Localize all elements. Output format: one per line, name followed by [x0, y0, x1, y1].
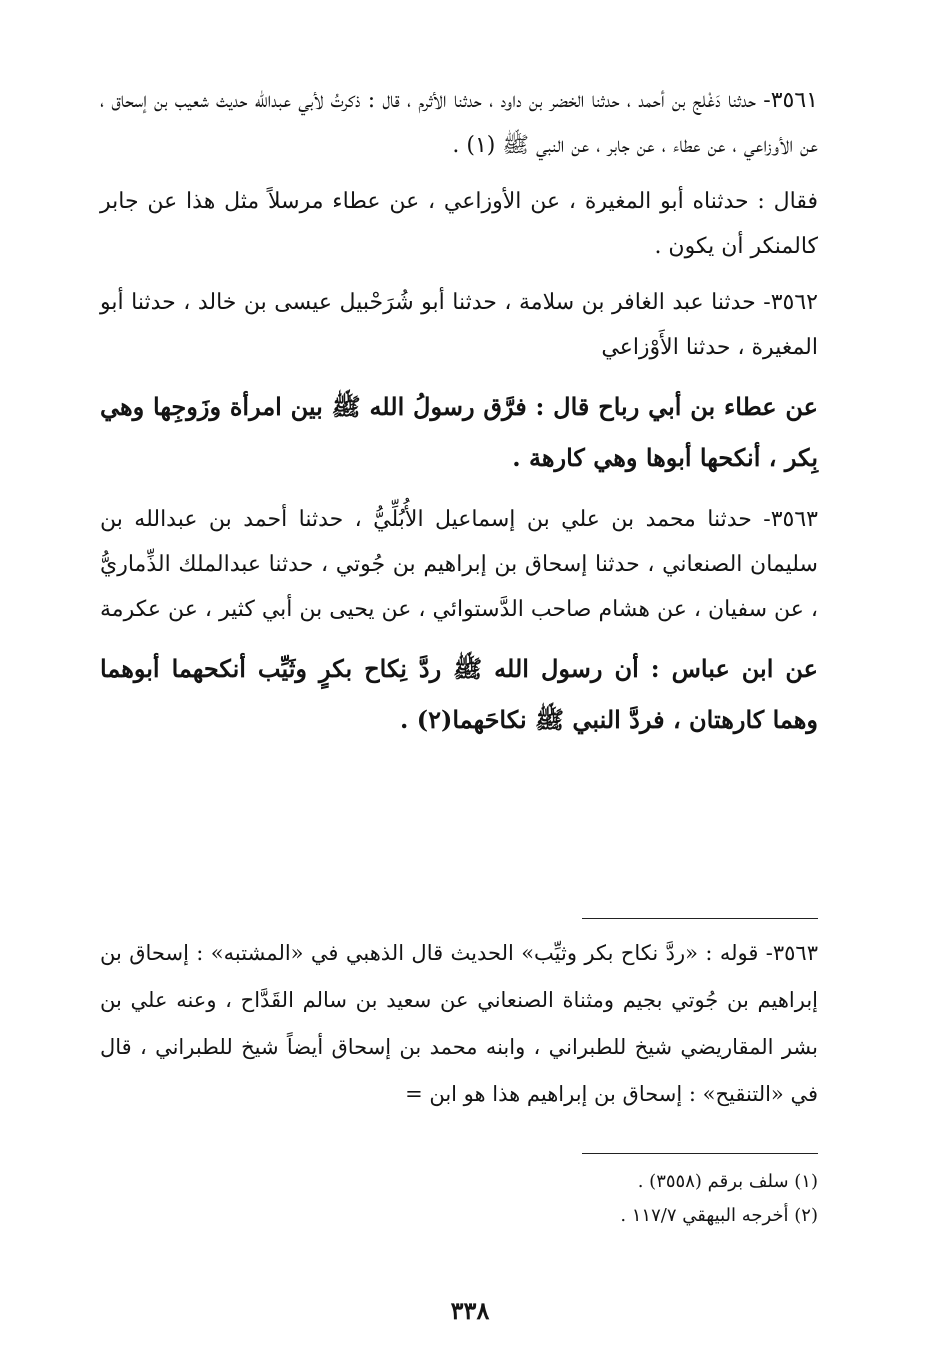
hadith-3561-comment: فقال : حدثناه أبو المغيرة ، عن الأوزاعي ، عن عطاء مرسلاً مثل هذا عن جابر كالمنكر أن يكون . — [100, 189, 818, 259]
hadith-3561-isnad: ٣٥٦١- حدثنا دَغْلج بن أحمد ، حدثنا الخضر بن داود ، حدثنا الأثرم ، قال : ذكرتُ لأبي عبدالله حديث شعيب بن إسحاق ، عن الأوزاعي ، عن عطاء ، عن جابر ، عن النبي ﷺ (١) . — [100, 88, 818, 158]
footnotes-divider — [582, 1153, 818, 1154]
hadith-3563-matn: عن ابن عباس : أن رسول الله ﷺ ردَّ نِكاح بكرٍ وثَيِّب أنكحهما أبوهما وهما كارهتان ، فردَّ النبي ﷺ نكاحَهما(٢) . — [100, 654, 818, 734]
hadith-3562-matn: عن عطاء بن أبي رباح قال : فرَّق رسولُ الله ﷺ بين امرأة وزَوجِها وهي بِكر ، أنكحها أبوها وهي كارهة . — [100, 392, 818, 472]
commentary-divider — [582, 918, 818, 919]
main-text — [100, 78, 818, 759]
footnote-2: (٢) أخرجه البيهقي ١١٧/٧ . — [620, 1205, 818, 1226]
hadith-3562-isnad: ٣٥٦٢- حدثنا عبد الغافر بن سلامة ، حدثنا أبو شُرَحْبيل عيسى بن خالد ، حدثنا أبو المغيرة ، حدثنا الأَوْزاعي — [100, 290, 818, 360]
footnote-1: (١) سلف برقم (٣٥٥٨) . — [637, 1171, 818, 1192]
hadith-3563-isnad: ٣٥٦٣- حدثنا محمد بن علي بن إسماعيل الأُبُلِّيُّ ، حدثنا أحمد بن عبدالله بن سليمان الصنعاني ، حدثنا إسحاق بن إبراهيم بن جُوتي ، حدثنا عبدالملك الذِّماريُّ ، عن سفيان ، عن هشام صاحب الدَّستوائي ، عن يحيى بن أبي كثير ، عن عكرمة — [100, 507, 818, 622]
footnotes — [118, 1165, 818, 1233]
commentary-note: ٣٥٦٣- قوله : «ردَّ نكاح بكر وثيِّب» الحديث قال الذهبي في «المشتبه» : إسحاق بن إبراهيم بن جُوتي بجيم ومثناة الصنعاني عن سعيد بن سالم القَدَّاح ، وعنه علي بن بشر المقاريضي شيخ للطبراني ، وابنه محمد بن إسحاق أيضاً شيخ للطبراني ، قال في «التنقيح» : إسحاق بن إبراهيم هذا هو ابن = — [100, 941, 818, 1106]
page-number: ٣٣٨ — [450, 1296, 490, 1325]
